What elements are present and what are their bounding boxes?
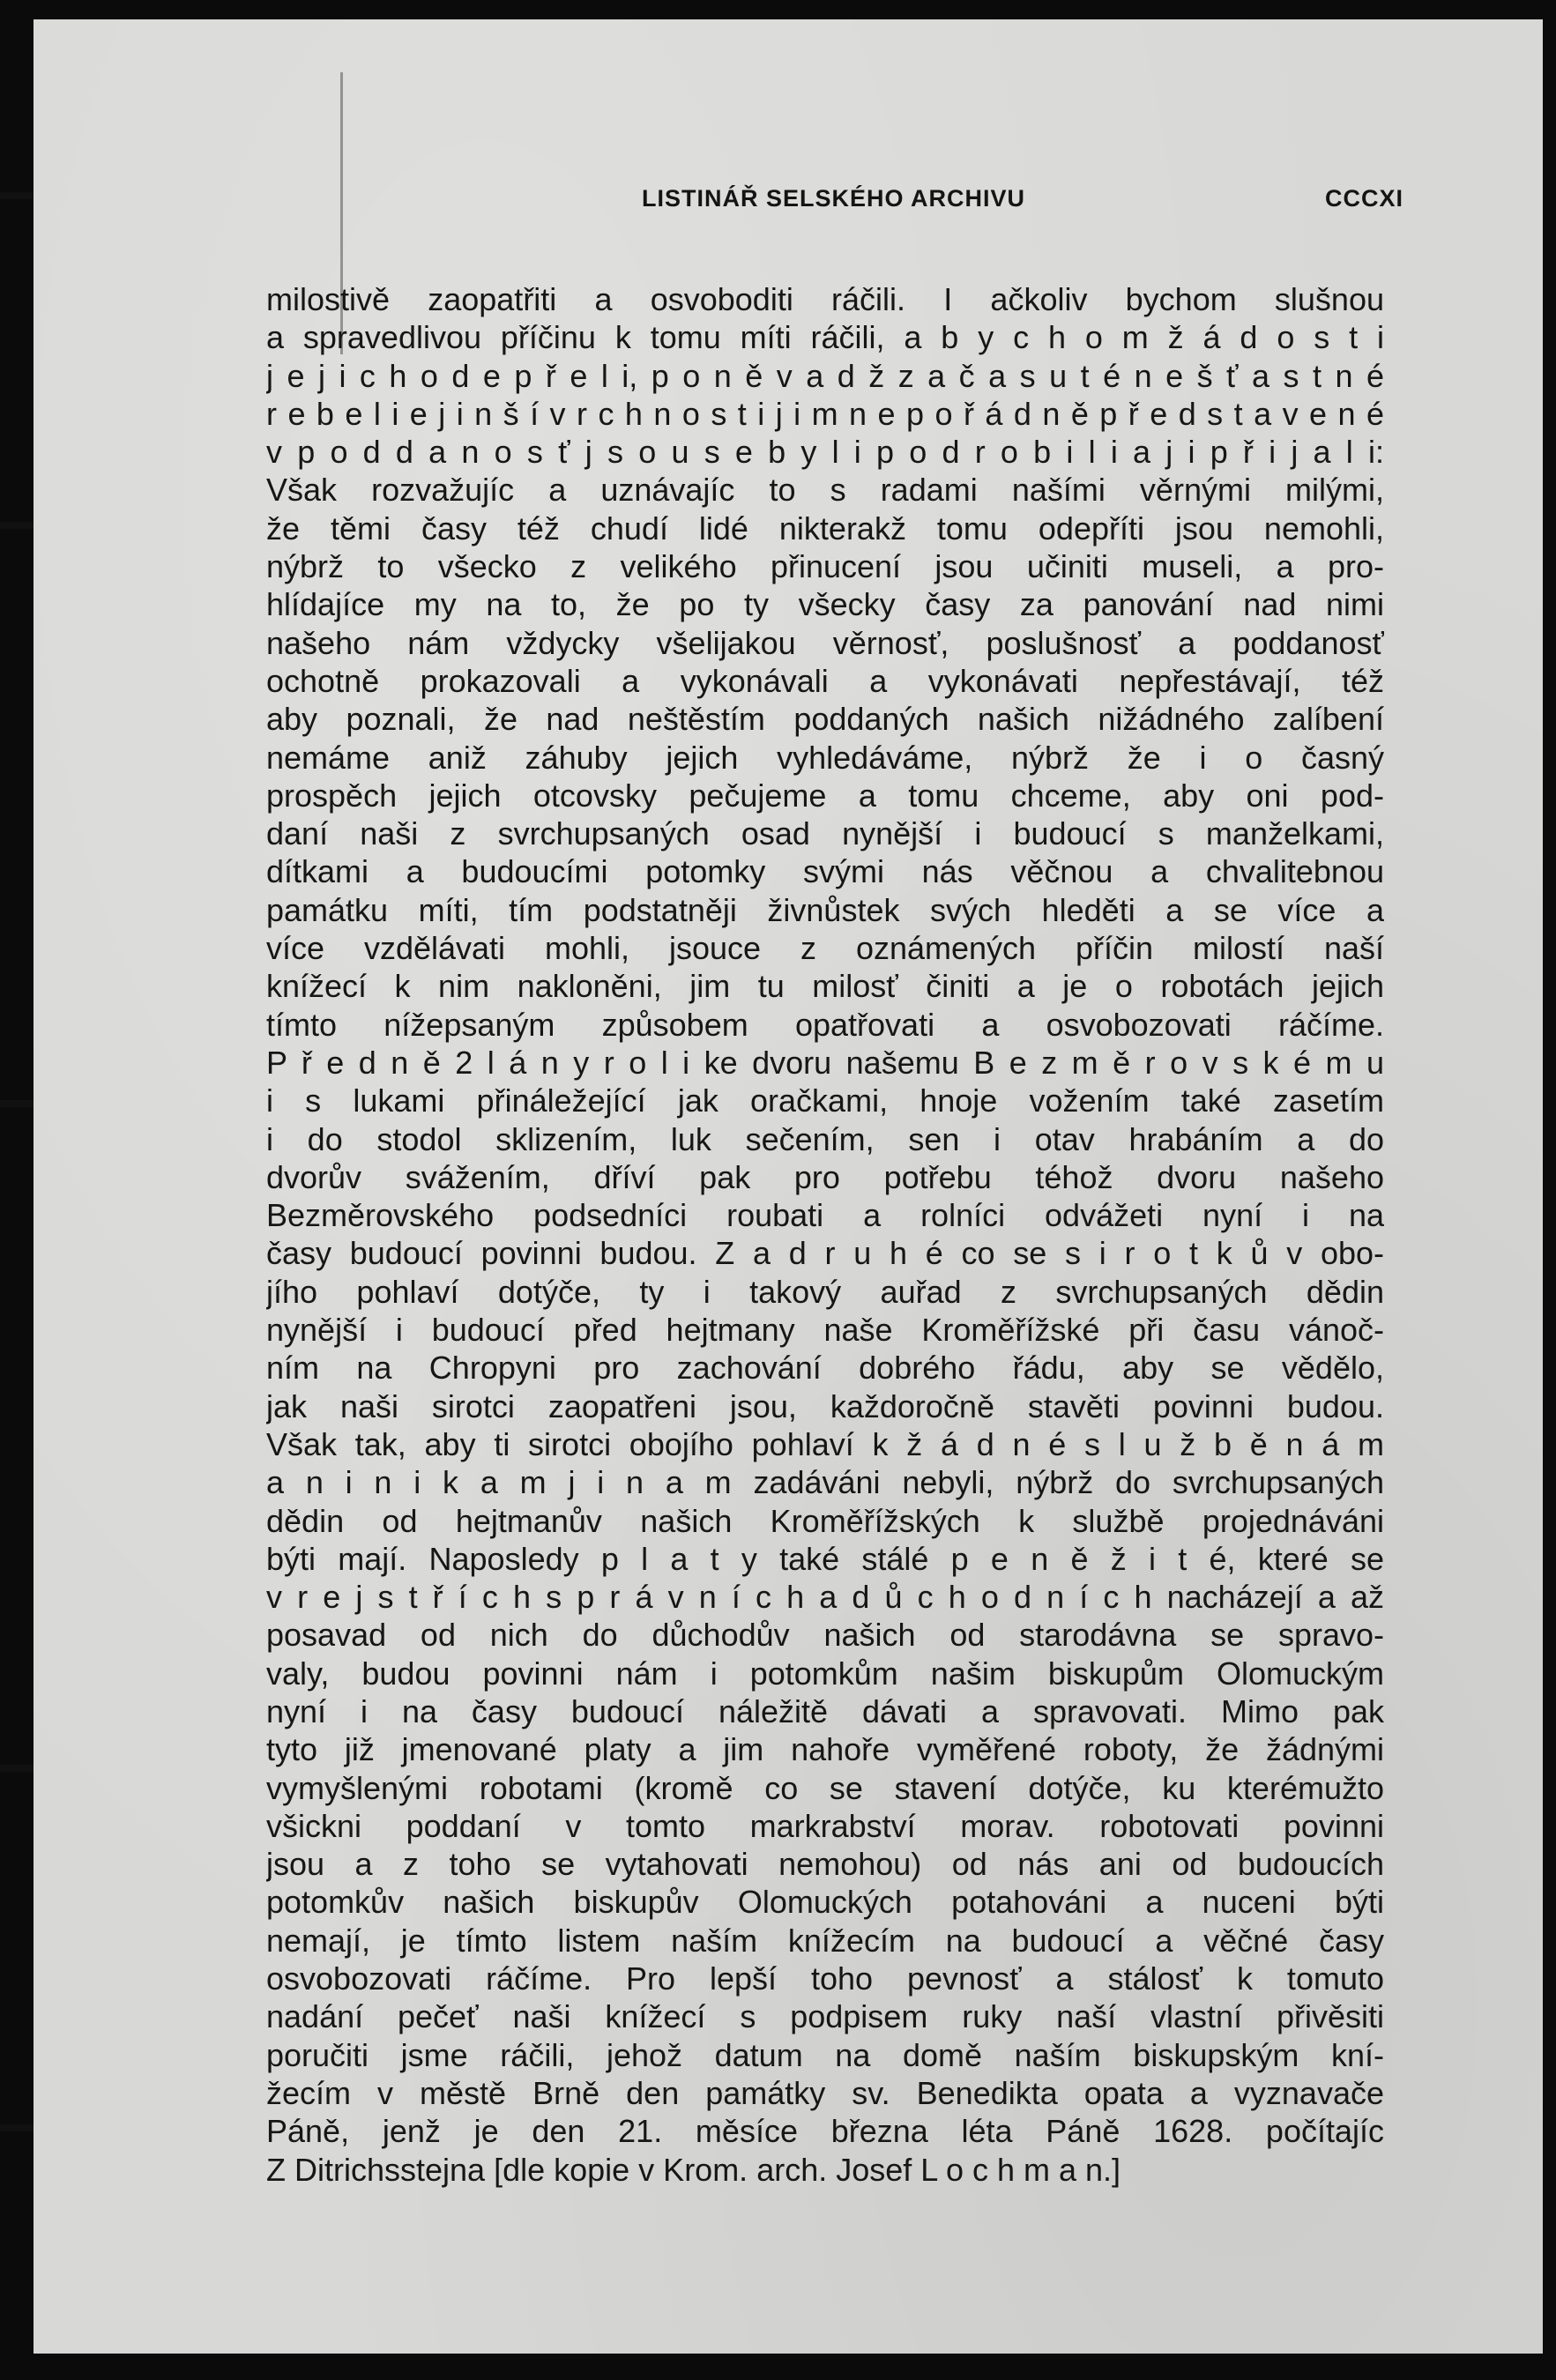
text-line: knížecí k nim nakloněni, jim tu milosť činiti a je o robotách jejich	[266, 968, 1384, 1005]
text-line: tyto již jmenované platy a jim nahoře vyměřené roboty, že žádnými	[266, 1731, 1384, 1768]
text-line: tímto nížepsaným způsobem opatřovati a osvobozovati ráčíme.	[266, 1006, 1384, 1043]
text-line: v r e j s t ř í c h s p r á v n í c h a d ů c h o d n í c h nacházejí a až	[266, 1579, 1384, 1616]
running-title: LISTINÁŘ SELSKÉHO ARCHIVU	[642, 185, 1026, 212]
text-line: Z Ditrichsstejna [dle kopie v Krom. arch. Josef L o c h m a n.]	[266, 2151, 1121, 2188]
text-line: dědin od hejtmanův našich Kroměřížských k službě projednáváni	[266, 1502, 1384, 1539]
text-line: nadání pečeť naši knížecí s podpisem ruky naší vlastní přivěsiti	[266, 1998, 1384, 2035]
text-line: daní naši z svrchupsaných osad nynější i budoucí s manželkami,	[266, 815, 1384, 852]
text-line: žecím v městě Brně den památky sv. Benedikta opata a vyznavače	[266, 2074, 1384, 2111]
text-line: jího pohlaví dotýče, ty i takový auřad z svrchupsaných dědin	[266, 1273, 1384, 1310]
text-line: že těmi časy též chudí lidé nikterakž tomu odepříti jsou nemohli,	[266, 509, 1384, 547]
text-line: všickni poddaní v tomto markrabství morav. robotovati povinni	[266, 1807, 1384, 1844]
text-line: i do stodol sklizením, luk sečením, sen i otav hrabáním a do	[266, 1120, 1384, 1157]
text-line: poručiti jsme ráčili, jehož datum na domě naším biskupským kní-	[266, 2036, 1384, 2073]
text-line: r e b e l i e j i n š í v r c h n o s t i j i m n e p o ř á d n ě p ř e d s t a v e n é	[266, 395, 1384, 432]
text-line: nýbrž to všecko z velikého přinucení jsou učiniti museli, a pro-	[266, 548, 1384, 585]
text-line: nemají, je tímto listem naším knížecím na budoucí a věčné časy	[266, 1922, 1384, 1959]
text-line: nynější i budoucí před hejtmany naše Kroměřížské při času vánoč-	[266, 1312, 1384, 1349]
text-line: hlídajíce my na to, že po ty všecky časy za panování nad nimi	[266, 586, 1384, 623]
text-line: dvorův svážením, dříví pak pro potřebu téhož dvoru našeho	[266, 1158, 1384, 1195]
text-line: jsou a z toho se vytahovati nemohou) od nás ani od budoucích	[266, 1846, 1384, 1883]
text-line: ním na Chropyni pro zachování dobrého řádu, aby se vědělo,	[266, 1350, 1384, 1387]
text-line: posavad od nich do důchodův našich od starodávna se spravo-	[266, 1617, 1384, 1654]
text-line: aby poznali, že nad neštěstím poddaných našich nižádného zalíbení	[266, 701, 1384, 738]
text-line: i s lukami přináležející jak oračkami, hnoje vožením také zasetím	[266, 1082, 1384, 1119]
text-line: nyní i na časy budoucí náležitě dávati a spravovati. Mimo pak	[266, 1692, 1384, 1729]
text-line: více vzdělávati mohli, jsouce z oznámených příčin milostí naší	[266, 930, 1384, 967]
binding-mark	[0, 1765, 35, 1772]
binding-mark	[0, 2124, 35, 2131]
page-number: CCCXI	[1324, 185, 1403, 212]
text-line: v p o d d a n o s ť j s o u s e b y l i p o d r o b i l i a j i p ř i j a l i:	[266, 434, 1384, 471]
text-line: osvobozovati ráčíme. Pro lepší toho pevnosť a stálosť k tomuto	[266, 1960, 1384, 1997]
binding-mark	[0, 1100, 35, 1107]
text-line: býti mají. Naposledy p l a t y také stálé p e n ě ž i t é, které se	[266, 1540, 1384, 1577]
text-line: našeho nám vždycky všelijakou věrnosť, poslušnosť a poddanosť	[266, 624, 1384, 661]
text-line: vymyšlenými robotami (kromě co se stavení dotýče, ku kterémužto	[266, 1769, 1384, 1806]
text-line: P ř e d n ě 2 l á n y r o l i ke dvoru našemu B e z m ě r o v s k é m u	[266, 1044, 1384, 1081]
text-line: milostivě zaopatřiti a osvoboditi ráčili. I ačkoliv bychom slušnou	[266, 281, 1384, 317]
text-line: památku míti, tím podstatněji živnůstek svých hleděti a se více a	[266, 891, 1384, 928]
text-line: valy, budou povinni nám i potomkům našim biskupům Olomuckým	[266, 1655, 1384, 1692]
text-line: prospěch jejich otcovsky pečujeme a tomu chceme, aby oni pod-	[266, 777, 1384, 814]
binding-mark	[0, 192, 35, 199]
text-line: dítkami a budoucími potomky svými nás věčnou a chvalitebnou	[266, 853, 1384, 890]
text-line: Bezměrovského podsedníci roubati a rolníci odvážeti nyní i na	[266, 1197, 1384, 1234]
body-text	[266, 280, 1384, 2189]
text-line: jak naši sirotci zaopatřeni jsou, každoročně stavěti povinni budou.	[266, 1387, 1384, 1424]
text-line: a n i n i k a m j i n a m zadáváni nebyli, nýbrž do svrchupsaných	[266, 1464, 1384, 1501]
text-line: Však rozvažujíc a uznávajíc to s radami našími věrnými milými,	[266, 472, 1384, 509]
text-line: potomkův našich biskupův Olomuckých potahováni a nuceni býti	[266, 1884, 1384, 1921]
text-line: a spravedlivou příčinu k tomu míti ráčili, a b y c h o m ž á d o s t i	[266, 319, 1384, 356]
binding-mark	[0, 522, 35, 529]
text-line: nemáme aniž záhuby jejich vyhledáváme, nýbrž že i o časný	[266, 739, 1384, 776]
text-line: ochotně prokazovali a vykonávali a vykonávati nepřestávají, též	[266, 662, 1384, 699]
text-line: j e j i c h o d e p ř e l i, p o n ě v a d ž z a č a s u t é n e š ť a s t n é	[266, 357, 1384, 394]
text-line: časy budoucí povinni budou. Z a d r u h é co se s i r o t k ů v obo-	[266, 1235, 1384, 1272]
text-line: Však tak, aby ti sirotci obojího pohlaví k ž á d n é s l u ž b ě n á m	[266, 1425, 1384, 1462]
text-line: Páně, jenž je den 21. měsíce března léta Páně 1628. počítajíc	[266, 2113, 1384, 2150]
running-header	[264, 185, 1403, 220]
